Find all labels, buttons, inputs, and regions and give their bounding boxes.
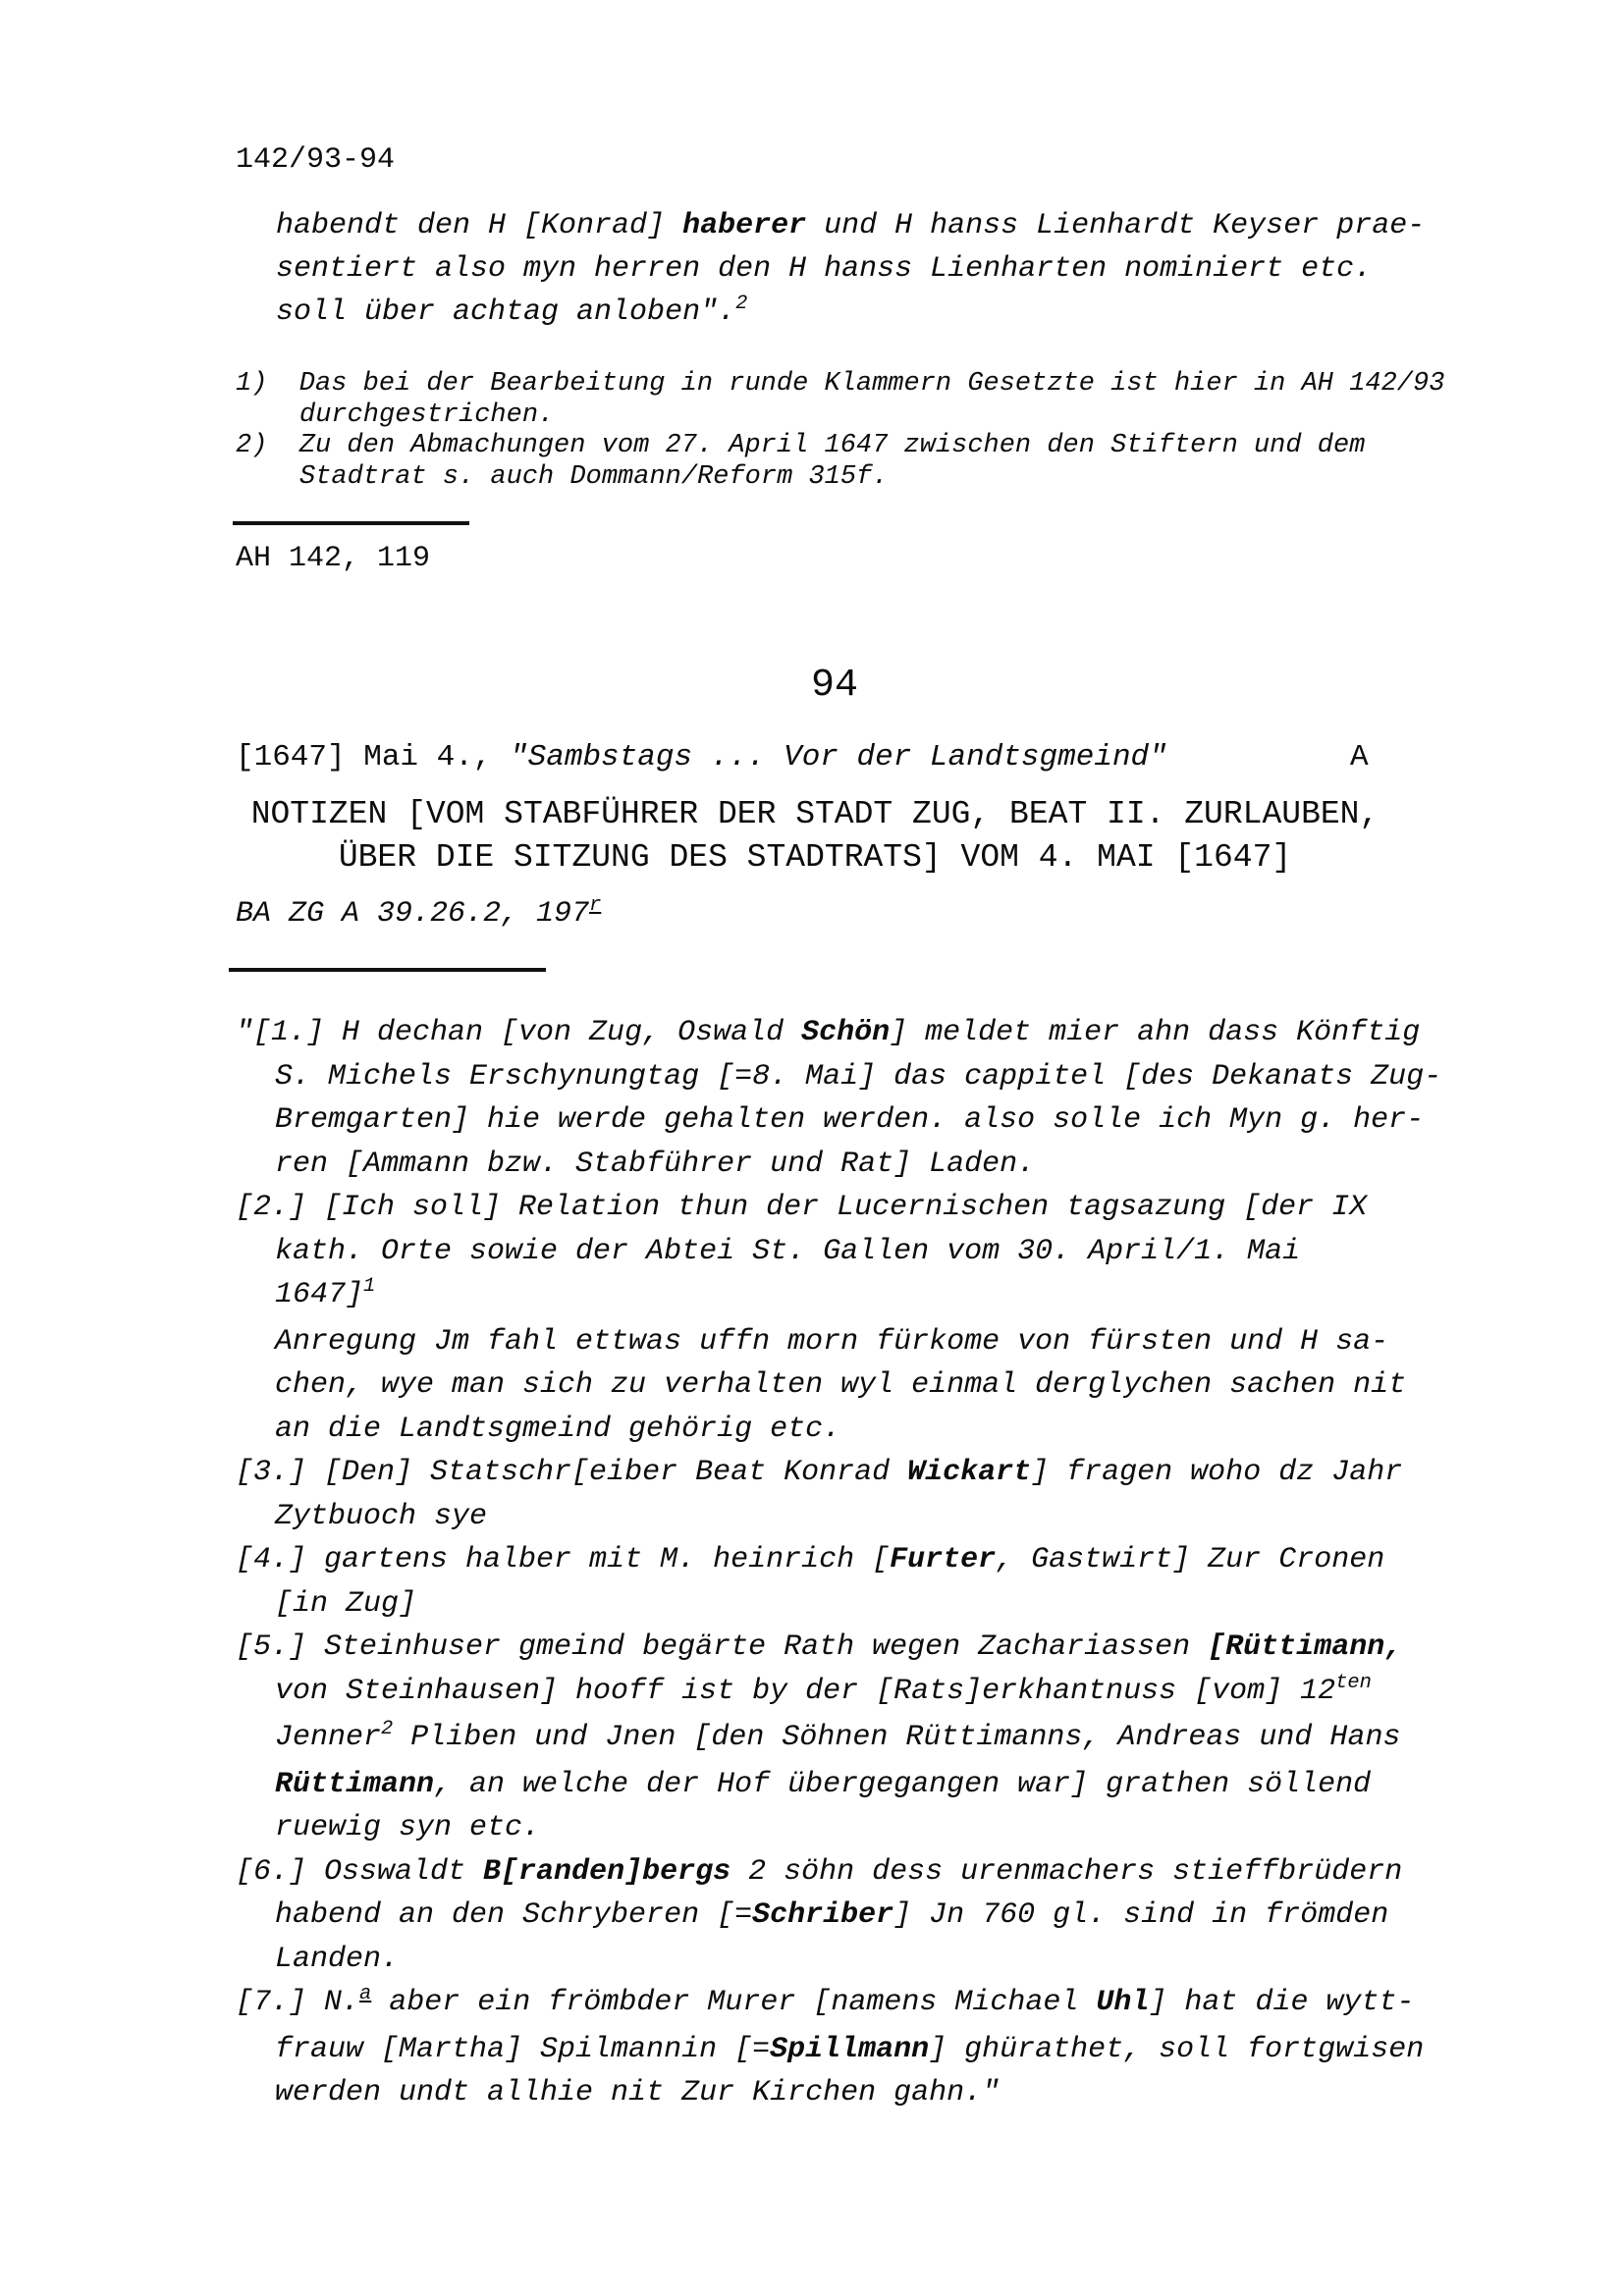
- text-run: ] meldet mier ahn dass Könftig: [890, 1016, 1421, 1049]
- text-run: Bremgarten] hie werde gehalten werden. also solle ich Myn g. her-: [275, 1103, 1425, 1137]
- text-run: ] Jn 760 gl. sind in frömden: [893, 1898, 1389, 1932]
- text-line: [276, 291, 1425, 337]
- text-run: [6.] Osswaldt: [236, 1854, 484, 1889]
- text-run: NOTIZEN [VOM STABFÜHRER DER STADT ZUG, BEAT II. ZURLAUBEN,: [250, 796, 1380, 832]
- text-run: an die Landtsgmeind gehörig etc.: [275, 1412, 841, 1446]
- date-line: [236, 740, 1453, 774]
- text-run: B[randen]bergs: [483, 1854, 731, 1889]
- text-run: sentiert also myn herren den H hanss Lienharten nominiert etc.: [276, 252, 1373, 286]
- text-line: [236, 1143, 1441, 1187]
- text-run: ] fragen woho dz Jahr: [1031, 1456, 1403, 1489]
- text-line: [236, 1011, 1441, 1055]
- text-line: [236, 462, 1444, 494]
- text-run: habend an den Schryberen [=: [275, 1898, 753, 1932]
- text-run: 2 söhn dess urenmachers stieffbrüdern: [730, 1854, 1403, 1889]
- text-run: a: [359, 1983, 372, 2006]
- text-run: frauw [Martha] Spilmannin [=: [275, 2032, 771, 2066]
- text-line: [236, 1495, 1441, 1539]
- text-run: Anregung Jm fahl ettwas uffn morn fürkome von fürsten und H sa-: [275, 1324, 1389, 1359]
- text-run: Zytbuoch sye: [275, 1499, 488, 1533]
- text-line: [236, 1850, 1441, 1895]
- archive-reference: AH 142, 119: [236, 542, 431, 575]
- text-line: [236, 431, 1444, 462]
- document-title: [236, 793, 1394, 880]
- text-line: [236, 1408, 1441, 1452]
- text-run: 2) Zu den Abmachungen vom 27. April 1647 zwischen den Stiftern und dem: [236, 431, 1366, 460]
- text-run: ] ghürathet, soll fortgwisen: [929, 2032, 1425, 2066]
- text-run: ÜBER DIE SITZUNG DES STADTRATS] VOM 4. MAI [1647]: [338, 839, 1292, 876]
- text-run: Wickart: [907, 1456, 1032, 1489]
- text-line: [236, 1894, 1441, 1938]
- text-run: [1647] Mai 4.,: [236, 740, 511, 774]
- page-number-header: 142/93-94: [236, 143, 396, 177]
- text-run: , an welche der Hof übergegangen war] grathen söllend: [434, 1767, 1372, 1801]
- text-run: [in Zug]: [275, 1586, 417, 1621]
- text-run: 1: [363, 1275, 376, 1299]
- text-run: 1647]: [275, 1278, 364, 1311]
- text-line: [236, 1806, 1441, 1850]
- footnotes-block: [236, 369, 1444, 493]
- text-run: 2: [381, 1718, 394, 1741]
- text-run: [4.] gartens halber mit M. heinrich [: [236, 1543, 891, 1576]
- text-line: [276, 204, 1425, 247]
- quote-continuation-block: [276, 204, 1425, 337]
- text-line: [236, 1670, 1441, 1717]
- text-line: [236, 1538, 1441, 1582]
- text-run: ren [Ammann bzw. Stabführer und Rat] Laden.: [275, 1147, 1036, 1181]
- text-line: [236, 1320, 1441, 1364]
- text-run: Schriber: [752, 1898, 894, 1932]
- source-separator-rule: [229, 968, 546, 972]
- text-line: [236, 2071, 1441, 2115]
- text-line: [236, 1938, 1441, 1982]
- text-line: [236, 400, 1444, 432]
- source-reference: [236, 894, 602, 931]
- text-run: Spillmann: [770, 2032, 930, 2066]
- text-line: [236, 1981, 1441, 2028]
- text-line: [236, 793, 1394, 836]
- text-line: [236, 1626, 1441, 1670]
- text-run: [5.] Steinhuser gmeind begärte Rath wegen Zachariassen: [236, 1630, 1209, 1664]
- text-run: [7.] N.: [236, 1986, 360, 2019]
- text-line: [236, 1716, 1441, 1763]
- text-run: ruewig syn etc.: [275, 1811, 541, 1844]
- text-run: habendt den H [Konrad]: [276, 209, 683, 242]
- date-line-text: [236, 740, 1167, 774]
- text-run: haberer: [682, 209, 807, 242]
- document-number-heading: 94: [810, 664, 858, 708]
- text-line: [236, 836, 1394, 880]
- text-line: [236, 1451, 1441, 1495]
- text-line: [236, 1230, 1441, 1274]
- text-run: "Sambstags ... Vor der Landtsgmeind": [510, 740, 1167, 774]
- document-body: [236, 1011, 1441, 2115]
- text-line: [236, 1363, 1441, 1408]
- text-line: [236, 1055, 1441, 1099]
- text-run: chen, wye man sich zu verhalten wyl einmal derglychen sachen nit: [275, 1368, 1407, 1402]
- text-run: von Steinhausen] hooff ist by der [Rats]erkhantnuss [vom] 12: [275, 1674, 1336, 1708]
- text-run: Jenner: [275, 1721, 382, 1754]
- text-run: soll über achtag anloben".: [276, 295, 736, 329]
- text-run: kath. Orte sowie der Abtei St. Gallen vom 30. April/1. Mai: [275, 1234, 1301, 1268]
- text-run: Landen.: [275, 1942, 400, 1976]
- text-line: [236, 369, 1444, 400]
- text-run: "[1.] H dechan [von Zug, Oswald: [236, 1016, 802, 1049]
- text-run: [Rüttimann,: [1208, 1630, 1403, 1664]
- text-run: Furter: [890, 1543, 997, 1576]
- text-line: [236, 1098, 1441, 1143]
- text-line: [276, 247, 1425, 291]
- text-run: aber ein frömbder Murer [namens Michael: [371, 1986, 1097, 2019]
- text-run: Pliben und Jnen [den Söhnen Rüttimanns, Andreas und Hans: [393, 1721, 1401, 1754]
- text-run: 1) Das bei der Bearbeitung in runde Klammern Gesetzte ist hier in AH 142/93: [236, 369, 1445, 399]
- text-run: ] hat die wytt-: [1149, 1986, 1415, 2019]
- text-line: [236, 2028, 1441, 2072]
- text-line: [236, 1582, 1441, 1627]
- text-line: [236, 1186, 1441, 1230]
- text-run: werden undt allhie nit Zur Kirchen gahn.": [275, 2076, 1001, 2109]
- text-run: 2: [735, 293, 748, 316]
- text-run: Stadtrat s. auch Dommann/Reform 315f.: [299, 461, 889, 492]
- text-run: Schön: [801, 1016, 891, 1049]
- witness-letter: A: [1350, 740, 1369, 774]
- text-run: [3.] [Den] Statschr[eiber Beat Konrad: [236, 1456, 908, 1489]
- text-run: BA ZG A 39.26.2, 197: [236, 897, 590, 931]
- text-run: , Gastwirt] Zur Cronen: [996, 1543, 1385, 1576]
- text-run: S. Michels Erschynungtag [=8. Mai] das cappitel [des Dekanats Zug-: [275, 1059, 1442, 1094]
- text-run: [2.] [Ich soll] Relation thun der Lucernischen tagsazung [der IX: [236, 1191, 1368, 1224]
- text-run: Uhl: [1096, 1986, 1150, 2019]
- text-run: durchgestrichen.: [299, 400, 555, 430]
- text-line: [236, 1273, 1441, 1320]
- text-run: Rüttimann: [275, 1767, 435, 1801]
- footnote-separator-rule: [233, 521, 469, 525]
- text-run: ten: [1335, 1671, 1372, 1694]
- text-line: [236, 1763, 1441, 1807]
- text-run: und H hanss Lienhardt Keyser prae-: [806, 209, 1426, 242]
- text-run: r: [589, 894, 602, 918]
